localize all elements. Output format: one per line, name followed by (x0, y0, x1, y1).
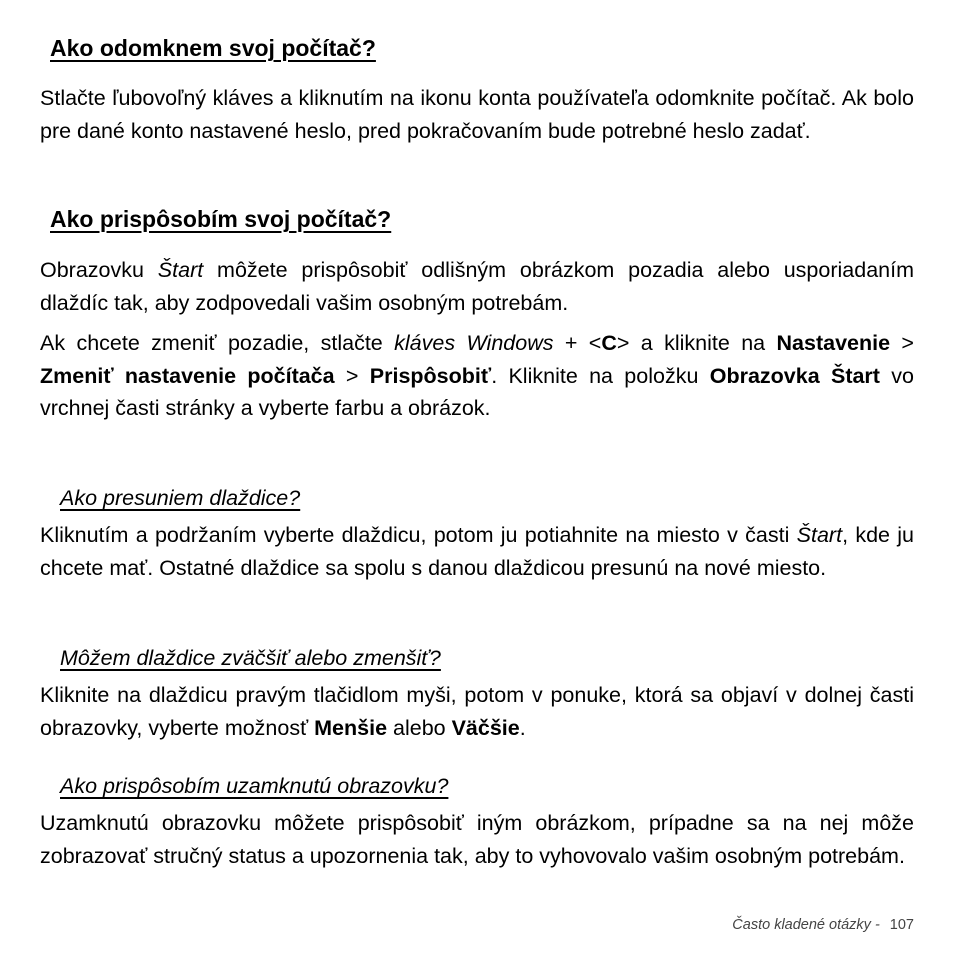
text-run: > (890, 331, 914, 355)
heading-customize-computer: Ako prispôsobím svoj počítač? (50, 206, 392, 232)
subheading-lock-screen: Ako prispôsobím uzamknutú obrazovku? (60, 774, 449, 798)
text-run: > a kliknite na (616, 331, 777, 355)
text-run: Ak chcete zmeniť pozadie, stlačte (40, 331, 395, 355)
paragraph-unlock-computer: Stlačte ľubovoľný kláves a kliknutím na ikonu konta používateľa odomknite počítač. Ak bolo pre dané konto nastavené heslo, pred pokračovaním bude potrebné heslo zadať. (40, 86, 914, 143)
text-run: > (334, 363, 370, 388)
settings-term: Nastavenie (776, 331, 891, 355)
text-run: , kde ju chcete mať. Ostatné dlaždice sa spolu s danou dlaždicou presunú na nové miesto. (40, 523, 915, 580)
larger-term: Väčšie (451, 715, 520, 740)
page-footer (732, 917, 914, 933)
smaller-term: Menšie (314, 715, 388, 740)
paragraph-resize-tiles (40, 679, 914, 744)
page-number: 107 (889, 917, 914, 933)
text-run: môžete prispôsobiť odlišným obrázkom pozadia alebo usporiadaním dlaždíc tak, aby zodpovedali vašim osobným potrebám. (40, 258, 914, 315)
paragraph-customize-start (40, 254, 914, 319)
start-term: Štart (796, 523, 843, 547)
subheading-resize-tiles: Môžem dlaždice zväčšiť alebo zmenšiť? (60, 646, 441, 670)
change-pc-settings-term: Zmeniť nastavenie počítača (40, 363, 335, 388)
paragraph-move-tiles (40, 519, 914, 584)
text-run: Obrazovku (40, 258, 158, 282)
text-run: + < (553, 331, 602, 355)
text-run: alebo (387, 715, 452, 740)
text-run: Kliknite na dlaždicu pravým tlačidlom myši, potom v ponuke, ktorá sa objaví v dolnej časti obrazovky, vyberte možnosť (40, 683, 914, 740)
text-run: . Kliknite na položku (491, 363, 710, 388)
text-run: . (519, 715, 526, 740)
subheading-move-tiles: Ako presuniem dlaždice? (60, 486, 301, 510)
c-key-term: C (601, 331, 617, 355)
text-run: Kliknutím a podržaním vyberte dlaždicu, potom ju potiahnite na miesto v časti (40, 523, 797, 547)
personalize-term: Prispôsobiť (369, 363, 492, 388)
heading-unlock-computer: Ako odomknem svoj počítač? (50, 35, 376, 61)
text-run: vo vrchnej časti stránky a vyberte farbu a obrázok. (40, 363, 914, 420)
paragraph-lock-screen: Uzamknutú obrazovku môžete prispôsobiť iným obrázkom, prípadne sa na nej môže zobrazovať stručný status a upozornenia tak, aby to vyhovovalo vašim osobným potrebám. (40, 811, 914, 868)
start-term: Štart (157, 258, 204, 282)
windows-key-term: kláves Windows (394, 331, 554, 355)
paragraph-change-background (40, 327, 914, 425)
start-screen-term: Obrazovka Štart (709, 363, 880, 388)
footer-title: Často kladené otázky - (732, 917, 880, 933)
